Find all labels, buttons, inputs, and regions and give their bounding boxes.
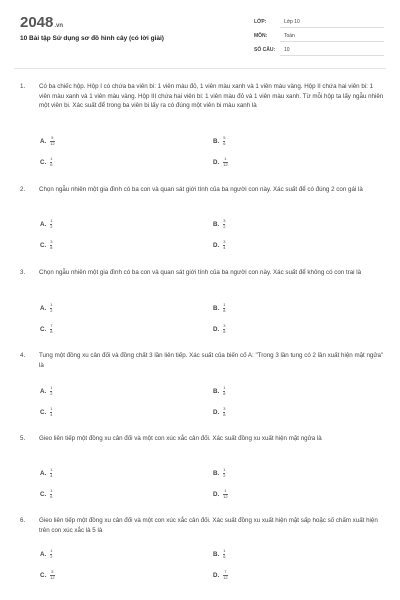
option-c[interactable]: C. $\frac{3}{8}$ [40,239,53,250]
meta-class [254,17,384,28]
option-d[interactable]: D. $\frac{3}{4}$ [213,239,226,250]
option-a[interactable]: A. $\frac{1}{2}$ [40,218,53,229]
fraction: $\frac{5}{6}$ [223,135,226,146]
question-text: Chọn ngẫu nhiên một gia đình có ba con và quan sát giới tính của ba người con này. Xác suất để không có con trai là [39,269,362,276]
fraction: $\frac{3}{8}$ [223,406,226,417]
fraction: $\frac{1}{8}$ [223,302,226,313]
question-number: 2. [20,186,26,193]
fraction: $\frac{1}{2}$ [50,548,53,559]
option-b[interactable]: B. $\frac{3}{2}$ [213,218,226,229]
fraction: $\frac{1}{6}$ [223,548,226,559]
question-text: Có ba chiếc hộp. Hộp I có chứa ba viên bi: 1 viên màu đỏ, 1 viên màu xanh và 1 viên màu vàng. Hộp II chứa hai viên bi: 1 viên màu xanh và 1 viên màu vàng. Hộp III chứa hai viên bi: 1 viên màu đỏ và 1 viên màu xanh. Từ mỗi hộp ta lấy ngẫu nhiên một viên bi. Xác suất để trong ba viên bi lấy ra có đúng một viên bi màu xanh là [39,83,384,110]
fraction: $\frac{5}{12}$ [50,569,55,580]
option-a[interactable]: A. $\frac{1}{4}$ [40,467,53,478]
fraction: $\frac{1}{6}$ [50,156,53,167]
question-number: 4. [20,352,26,359]
fraction: $\frac{1}{12}$ [223,488,228,499]
option-c[interactable]: C. $\frac{5}{12}$ [40,569,55,580]
fraction: $\frac{1}{2}$ [223,467,226,478]
document-title: 10 Bài tập Sử dụng sơ đồ hình cây (có lời giải) [20,35,164,42]
option-a[interactable]: A. $\frac{1}{2}$ [40,548,53,559]
fraction: $\frac{3}{8}$ [50,239,53,250]
option-c[interactable]: C. $\frac{7}{8}$ [40,323,53,334]
option-d[interactable]: D. $\frac{1}{12}$ [213,488,228,499]
question-text: Gieo liên tiếp một đồng xu cân đối và một con xúc xắc cân đối. Xác suất đồng xu xuất hiện mặt ngửa là [39,435,322,442]
fraction: $\frac{1}{8}$ [223,385,226,396]
fraction: $\frac{1}{2}$ [50,302,53,313]
fraction: $\frac{1}{6}$ [50,488,53,499]
option-d[interactable]: D. $\frac{7}{12}$ [213,569,228,580]
fraction: $\frac{1}{4}$ [50,467,53,478]
page-header [0,0,400,62]
fraction: $\frac{7}{8}$ [50,323,53,334]
option-c[interactable]: C. $\frac{1}{4}$ [40,406,53,417]
meta-subject-label: MÔN: [254,33,268,39]
fraction: $\frac{1}{2}$ [50,385,53,396]
question-number: 1. [20,83,26,90]
option-c[interactable]: C. $\frac{1}{6}$ [40,488,53,499]
question-text: Chọn ngẫu nhiên một gia đình có ba con và quan sát giới tính của ba người con này. Xác suất để có đúng 2 con gái là [39,186,363,193]
option-b[interactable]: B. $\frac{1}{8}$ [213,385,226,396]
header-divider [14,68,386,69]
question-text: Tung một đồng xu cân đối và đồng chất 3 lần liên tiếp. Xác suất của biến cố A: "Trong 3 lần tung có 2 lần xuất hiện mặt ngửa" là [39,352,384,369]
fraction: $\frac{3}{8}$ [223,323,226,334]
option-b[interactable]: B. $\frac{1}{8}$ [213,302,226,313]
option-a[interactable]: A. $\frac{1}{2}$ [40,385,53,396]
fraction: $\frac{1}{2}$ [50,218,53,229]
option-d[interactable]: D. $\frac{1}{12}$ [213,156,228,167]
option-d[interactable]: D. $\frac{3}{8}$ [213,406,226,417]
fraction: $\frac{1}{12}$ [223,156,228,167]
option-a[interactable]: A. $\frac{5}{12}$ [40,135,55,146]
option-a[interactable]: A. $\frac{1}{2}$ [40,302,53,313]
fraction: $\frac{7}{12}$ [223,569,228,580]
fraction: $\frac{1}{4}$ [50,406,53,417]
meta-count-label: SỐ CÂU: [254,47,276,53]
meta-class-value: Lớp 10 [284,19,300,25]
option-b[interactable]: B. $\frac{1}{6}$ [213,548,226,559]
fraction: $\frac{5}{12}$ [50,135,55,146]
option-b[interactable]: B. $\frac{1}{2}$ [213,467,226,478]
question-number: 6. [20,517,26,524]
meta-count [254,45,384,56]
fraction: $\frac{3}{4}$ [223,239,226,250]
meta-subject [254,31,384,42]
option-d[interactable]: D. $\frac{3}{8}$ [213,323,226,334]
fraction: $\frac{3}{2}$ [223,218,226,229]
question-number: 3. [20,269,26,276]
meta-class-label: LỚP: [254,19,267,25]
option-c[interactable]: C. $\frac{1}{6}$ [40,156,53,167]
question-number: 5. [20,435,26,442]
question-text: Gieo liên tiếp một đồng xu cân đối và một con xúc xắc cân đối. Xác suất đồng xu xuất hiện mặt sấp hoặc số chấm xuất hiện trên con xúc xắc là 5 là [39,517,378,534]
option-b[interactable]: B. $\frac{5}{6}$ [213,135,226,146]
meta-subject-value: Toán [284,33,295,39]
site-logo[interactable]: 2048.vn [20,14,64,31]
meta-count-value: 10 [284,47,290,53]
